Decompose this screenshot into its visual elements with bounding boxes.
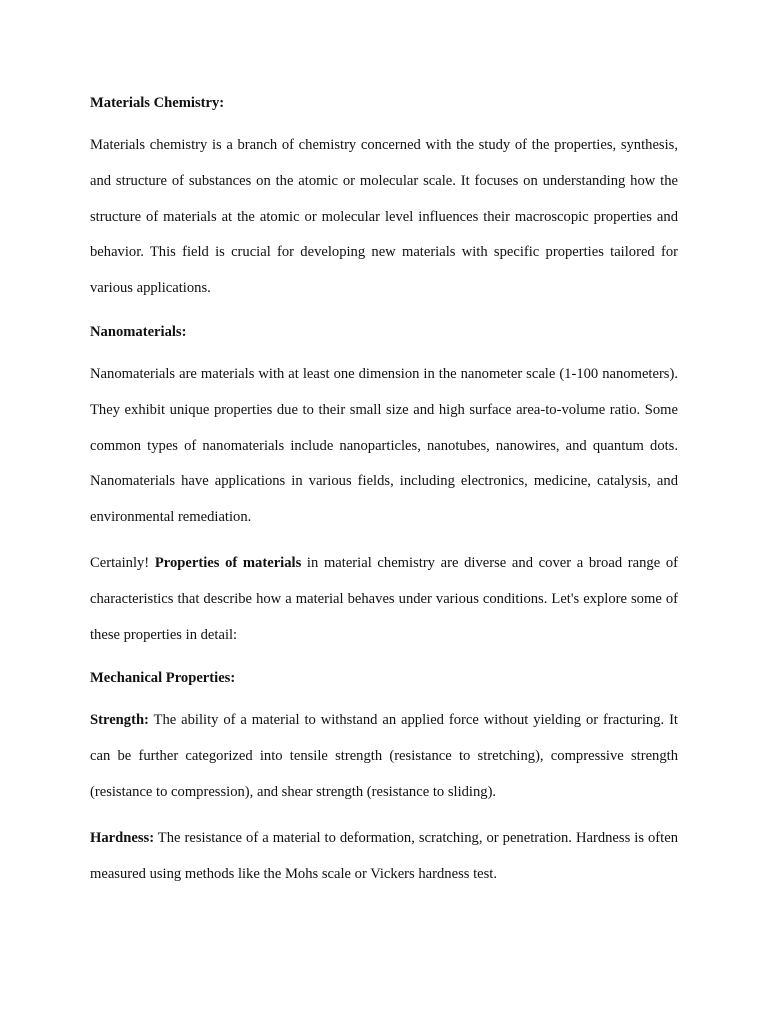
intro-suffix: in material chemistry are diverse and cover a broad range of characteristics that describe how a material behaves under various conditions. Let's explore some of these properties in detail: xyxy=(90,554,679,643)
paragraph-strength xyxy=(90,703,678,810)
section-heading-materials-chemistry: Materials Chemistry: xyxy=(90,95,225,111)
hardness-term: Hardness: xyxy=(90,829,155,846)
paragraph-nanomaterials: Nanomaterials are materials with at least one dimension in the nanometer scale (1-100 nanometers). They exhibit unique properties due to their small size and high surface area-to-volume ratio. Some common types of nanomaterials include nanoparticles, nanotubes, nanowires, and quantum dots. Nanomaterials have applications in various fields, including electronics, medicine, catalysis, and environmental remediation. xyxy=(90,365,678,526)
hardness-body: The resistance of a material to deformation, scratching, or penetration. Hardness is often measured using methods like the Mohs scale or Vickers hardness test. xyxy=(90,829,678,882)
intro-bold-term: Properties of materials xyxy=(154,554,302,571)
document-content xyxy=(90,88,678,902)
paragraph-materials-chemistry: Materials chemistry is a branch of chemistry concerned with the study of the properties, synthesis, and structure of substances on the atomic or molecular scale. It focuses on understanding how the structure of materials at the atomic or molecular level influences their macroscopic properties and behavior. This field is crucial for developing new materials with specific properties tailored for various applications. xyxy=(90,137,678,297)
section-heading-mechanical-properties: Mechanical Properties: xyxy=(90,670,236,687)
paragraph-hardness xyxy=(90,821,678,893)
strength-body: The ability of a material to withstand an applied force without yielding or fracturing. It can be further categorized into tensile strength (resistance to stretching), compressive strength (resistance to compression), and shear strength (resistance to sliding). xyxy=(90,712,678,800)
section-heading-nanomaterials: Nanomaterials: xyxy=(90,323,187,340)
intro-prefix: Certainly! xyxy=(90,554,155,571)
paragraph-properties-intro xyxy=(90,546,678,653)
strength-term: Strength: xyxy=(90,712,149,729)
